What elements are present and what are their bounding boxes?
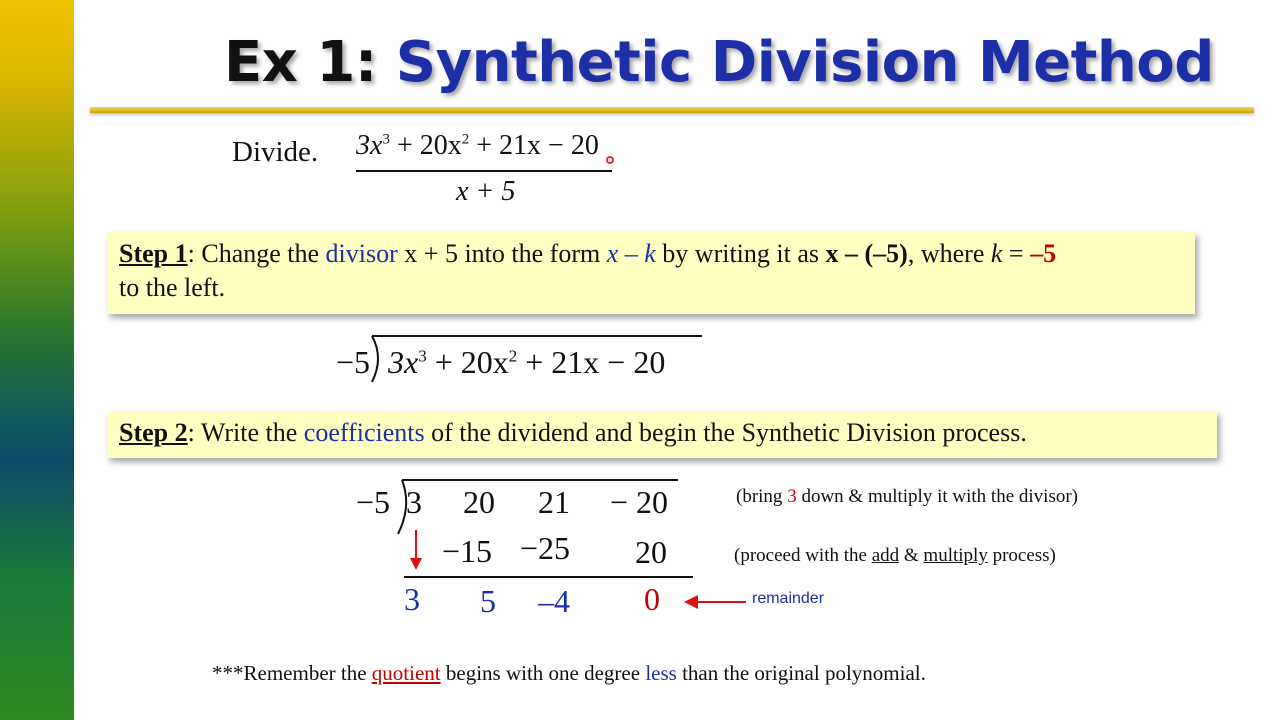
result-neg4: –4 bbox=[538, 583, 570, 619]
title-prefix: Ex 1: bbox=[224, 30, 377, 95]
fraction-numerator bbox=[356, 130, 599, 162]
k-value: –5 bbox=[1030, 239, 1057, 268]
step1-box bbox=[107, 232, 1195, 314]
coef-neg20: − 20 bbox=[610, 484, 669, 520]
product-neg25: −25 bbox=[520, 530, 571, 566]
title-rule bbox=[90, 107, 1254, 113]
step1-text1: : Change the bbox=[187, 239, 326, 268]
num-term2: + 20x bbox=[396, 130, 462, 161]
dividend-term1: 3x bbox=[388, 344, 419, 380]
setup-divisor: −5 bbox=[336, 344, 371, 380]
coef-3: 3 bbox=[406, 484, 422, 520]
footer-a: ***Remember the bbox=[212, 661, 372, 685]
rewrite-expression: x – (–5) bbox=[825, 239, 908, 268]
num-exp1: 3 bbox=[382, 131, 390, 148]
footer-less: less bbox=[645, 661, 677, 685]
step1-line2: to the left. bbox=[119, 273, 226, 302]
title-main: Synthetic Division Method bbox=[395, 30, 1214, 95]
result-3: 3 bbox=[404, 581, 420, 617]
note-proceed bbox=[734, 545, 1056, 567]
footer-e: than the original polynomial. bbox=[676, 661, 926, 685]
note2-multiply: multiply bbox=[923, 545, 988, 566]
step1-text2: x + 5 into the form bbox=[397, 239, 607, 268]
footer-quotient: quotient bbox=[371, 661, 441, 685]
step1-text5: = bbox=[1002, 239, 1031, 268]
sidebar-gradient bbox=[0, 0, 74, 720]
step1-text4: , where bbox=[907, 239, 991, 268]
step1-text3: by writing it as bbox=[655, 239, 826, 268]
dividend-term2: + 20x bbox=[426, 344, 509, 380]
step2-label: Step 2 bbox=[119, 418, 188, 447]
cursor-dot-icon bbox=[606, 156, 614, 164]
k-symbol: k bbox=[990, 239, 1003, 268]
fraction-bar bbox=[356, 170, 612, 172]
divide-label: Divide. bbox=[232, 136, 319, 168]
note2-e: process) bbox=[987, 545, 1056, 566]
result-5: 5 bbox=[480, 583, 496, 619]
note2-a: (proceed with the bbox=[734, 545, 872, 566]
step2-box bbox=[107, 411, 1217, 458]
table-divisor: −5 bbox=[356, 484, 391, 520]
coef-21: 21 bbox=[538, 484, 570, 520]
coef-20: 20 bbox=[463, 484, 495, 520]
num-term1: 3x bbox=[356, 130, 383, 161]
slide-title bbox=[224, 30, 1214, 95]
note2-c: & bbox=[899, 545, 924, 566]
dividend-exp1: 3 bbox=[418, 346, 427, 366]
divisor-word: divisor bbox=[325, 239, 398, 268]
setup-dividend bbox=[388, 344, 665, 381]
note1-a: (bring bbox=[736, 486, 788, 507]
fraction-denominator: x + 5 bbox=[456, 176, 516, 207]
dividend-term3: + 21x − 20 bbox=[517, 344, 666, 380]
remainder-0: 0 bbox=[644, 581, 660, 617]
note1-c: down & multiply it with the divisor) bbox=[796, 486, 1078, 507]
footer-c: begins with one degree bbox=[440, 661, 646, 685]
form-x-minus-k: x – k bbox=[606, 239, 656, 268]
note1-b: 3 bbox=[787, 486, 797, 507]
coefficients-word: coefficients bbox=[303, 418, 425, 447]
step1-label: Step 1 bbox=[119, 239, 188, 268]
step2-text1: : Write the bbox=[187, 418, 304, 447]
bring-down-arrow-icon bbox=[406, 528, 426, 572]
footer-reminder bbox=[212, 661, 926, 686]
product-neg15: −15 bbox=[442, 533, 493, 569]
dividend-exp2: 2 bbox=[508, 346, 518, 366]
note-bring-down bbox=[736, 486, 1078, 508]
num-exp2: 2 bbox=[461, 131, 470, 148]
num-term3: + 21x − 20 bbox=[476, 130, 599, 161]
step2-text2: of the dividend and begin the Synthetic Division process. bbox=[424, 418, 1027, 447]
remainder-label: remainder bbox=[752, 590, 825, 607]
sum-line bbox=[404, 576, 693, 578]
product-20: 20 bbox=[635, 534, 667, 570]
note2-add: add bbox=[871, 545, 900, 566]
remainder-arrow-icon bbox=[682, 592, 748, 612]
